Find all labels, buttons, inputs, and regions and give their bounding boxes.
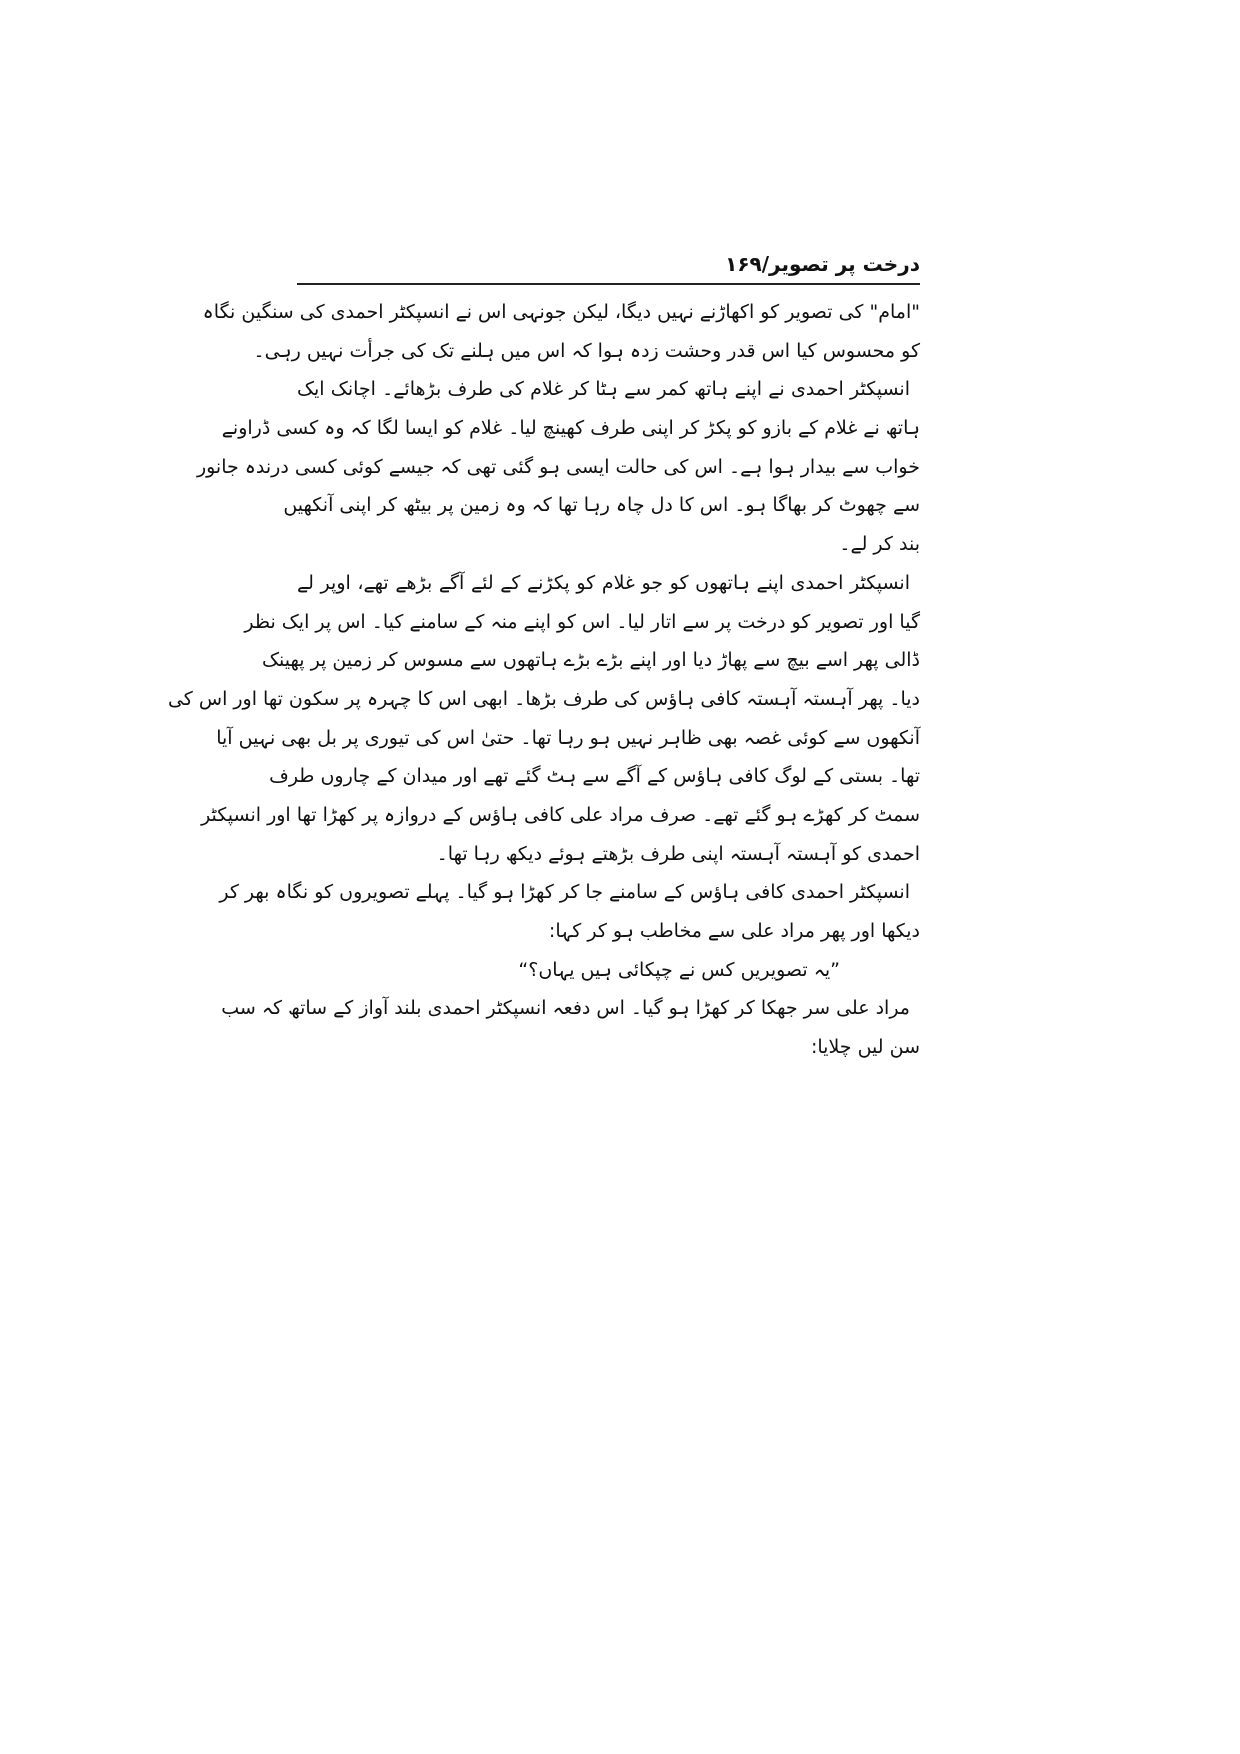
text-line: ہاتھ نے غلام کے بازو کو پکڑ کر اپنی طرف کھینچ لیا۔ غلام کو ایسا لگا کہ وہ کسی ڈراونے [221, 417, 920, 440]
text-line: سمٹ کر کھڑے ہو گئے تھے۔ صرف مراد علی کافی ہاؤس کے دروازہ پر کھڑا تھا اور انسپکٹر [201, 803, 920, 826]
text-line: ”یہ تصویریں کس نے چپکائی ہیں یہاں؟“ [518, 958, 840, 981]
text-line: دیا۔ پھر آہستہ آہستہ کافی ہاؤس کی طرف بڑھا۔ ابھی اس کا چہرہ پر سکون تھا اور اس کی [167, 687, 920, 710]
running-title: درخت پر تصویر/۱۶۹ [725, 252, 920, 276]
text-line: انسپکٹر احمدی کافی ہاؤس کے سامنے جا کر کھڑا ہو گیا۔ پہلے تصویروں کو نگاہ بھر کر [219, 881, 910, 904]
text-line: ڈالی پھر اسے بیچ سے پھاڑ دیا اور اپنے بڑے بڑے ہاتھوں سے مسوس کر زمین پر پھینک [262, 649, 920, 672]
text-line: تھا۔ بستی کے لوگ کافی ہاؤس کے آگے سے ہٹ گئے تھے اور میدان کے چاروں طرف [269, 765, 920, 788]
text-line: انسپکٹر احمدی اپنے ہاتھوں کو جو غلام کو پکڑنے کے لئے آگے بڑھے تھے، اوپر لے [297, 571, 910, 594]
header-rule [297, 283, 920, 285]
text-line: سے چھوٹ کر بھاگا ہو۔ اس کا دل چاہ رہا تھا کہ وہ زمین پر بیٹھ کر اپنی آنکھیں [283, 494, 920, 517]
text-line: بند کر لے۔ [839, 533, 920, 556]
text-line: دیکھا اور پھر مراد علی سے مخاطب ہو کر کہا: [548, 920, 920, 942]
text-line: احمدی کو آہستہ آہستہ اپنی طرف بڑھتے ہوئے دیکھ رہا تھا۔ [436, 842, 920, 865]
text-line: مراد علی سر جھکا کر کھڑا ہو گیا۔ اس دفعہ انسپکٹر احمدی بلند آواز کے ساتھ کہ سب [221, 997, 910, 1020]
running-header [297, 250, 920, 280]
text-line: گیا اور تصویر کو درخت پر سے اتار لیا۔ اس کو اپنے منہ کے سامنے کیا۔ اس پر ایک نظر [244, 610, 920, 633]
text-line: خواب سے بیدار ہوا ہے۔ اس کی حالت ایسی ہو گئی تھی کہ جیسے کوئی کسی درندہ جانور [196, 455, 920, 478]
text-line: انسپکٹر احمدی نے اپنے ہاتھ کمر سے ہٹا کر غلام کی طرف بڑھائے۔ اچانک ایک [297, 378, 910, 401]
text-line: آنکھوں سے کوئی غصہ بھی ظاہر نہیں ہو رہا تھا۔ حتیٰ اس کی تیوری پر بل بھی نہیں آیا [216, 726, 920, 749]
text-line: کو محسوس کیا اس قدر وحشت زدہ ہوا کہ اس میں ہلنے تک کی جرأت نہیں رہی۔ [253, 339, 920, 362]
text-line: "امام" کی تصویر کو اکھاڑنے نہیں دیگا، لیکن جونہی اس نے انسپکٹر احمدی کی سنگین نگاہ [202, 301, 920, 323]
text-line: سن لیں چلایا: [810, 1036, 920, 1059]
body-text [167, 293, 920, 1067]
